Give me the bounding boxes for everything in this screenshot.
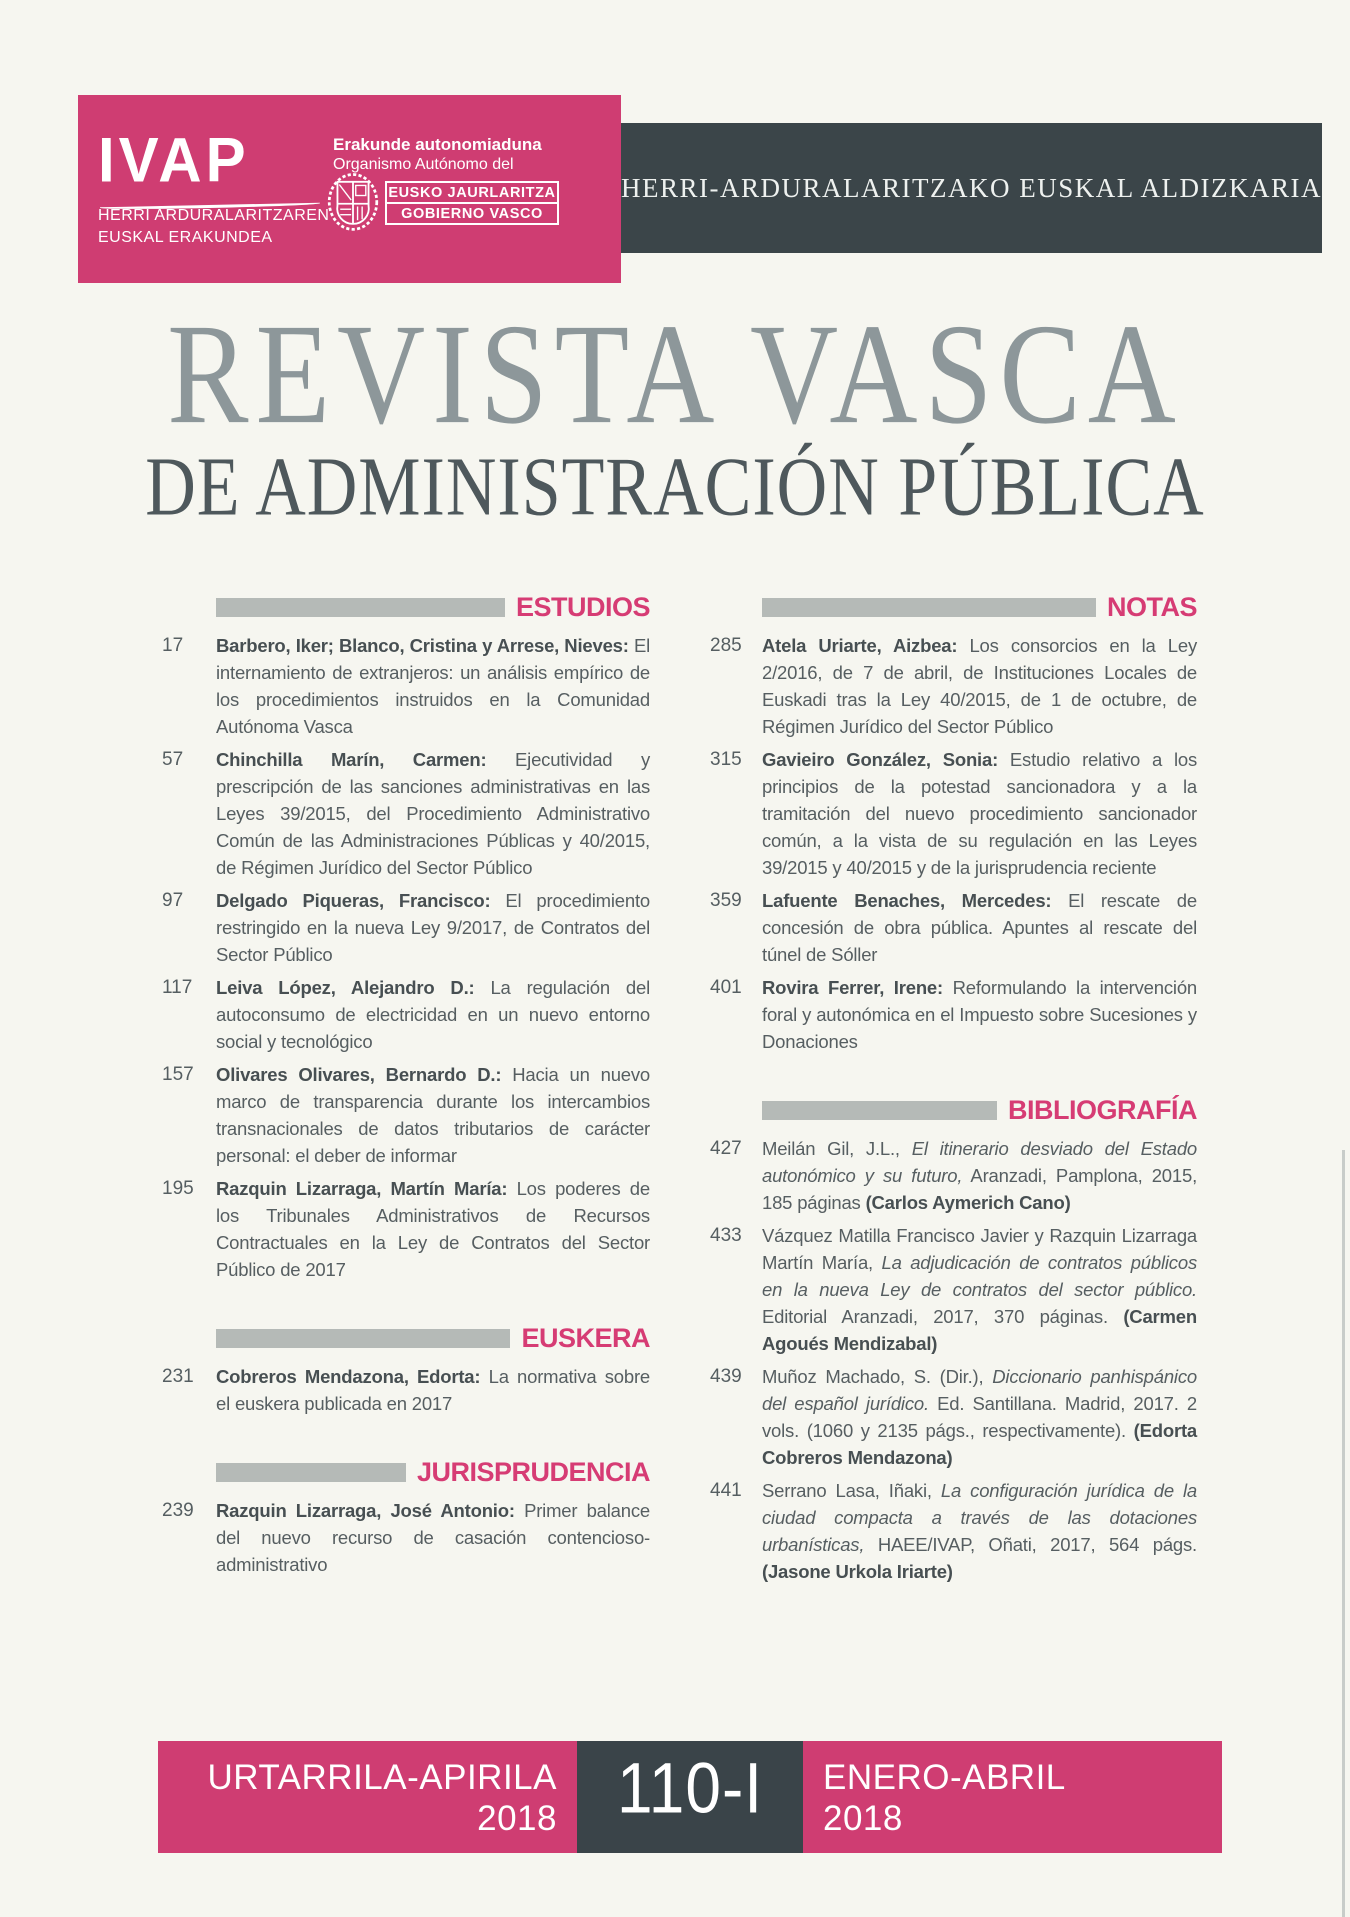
- toc-right-column: [710, 594, 1197, 1591]
- entry-text-segment: Ejecutividad y prescripción de las sanciones administrativas en las Leyes 39/2015, del Procedimiento Administrativo Común de las Administraciones Públicas y 40/2015, de Régimen Jurídico del Sector Público: [216, 749, 650, 878]
- entry-text: [762, 632, 1197, 740]
- entry-text-segment: Razquin Lizarraga, José Antonio:: [216, 1500, 525, 1521]
- section-label: BIBLIOGRAFÍA: [1008, 1095, 1197, 1125]
- entry-text-segment: El rescate de concesión de obra pública. Apuntes al rescate del túnel de Sóller: [762, 890, 1197, 965]
- entry-text-segment: Editorial Aranzadi, 2017, 370 páginas.: [762, 1306, 1124, 1327]
- toc-entry: [710, 887, 1197, 968]
- section-header-bar: [216, 1463, 406, 1482]
- section-header-bar: [216, 1329, 510, 1348]
- gov-name-boxes: [385, 181, 559, 225]
- toc-section: [710, 1097, 1197, 1585]
- entry-page-number: 97: [162, 890, 184, 911]
- issue-footer-band: [158, 1741, 1222, 1853]
- section-label: JURISPRUDENCIA: [416, 1457, 650, 1487]
- gov-box-eusko-jaurlaritza: EUSKO JAURLARITZA: [385, 181, 559, 204]
- gov-box-gobierno-vasco: GOBIERNO VASCO: [385, 202, 559, 225]
- toc-entry: [162, 1175, 650, 1283]
- toc-section: [162, 594, 650, 1283]
- journal-banner-text: HERRI-ARDURALARITZAKO EUSKAL ALDIZKARIA: [621, 172, 1322, 203]
- section-header: [216, 594, 650, 621]
- entry-page-number: 57: [162, 749, 184, 770]
- entry-page-number: 441: [710, 1480, 742, 1501]
- entry-text-segment: Delgado Piqueras, Francisco:: [216, 890, 506, 911]
- basque-coat-of-arms-icon: [325, 169, 381, 233]
- toc-entry: [710, 1222, 1197, 1357]
- entry-text-segment: Serrano Lasa, Iñaki,: [762, 1480, 941, 1501]
- footer-spanish-date: [803, 1741, 1222, 1853]
- entry-text: [762, 1363, 1197, 1471]
- entry-text-segment: Lafuente Benaches, Mercedes:: [762, 890, 1069, 911]
- entry-text-segment: Diccionario panhispánico del español jurídico.: [762, 1366, 1197, 1414]
- ivap-subtitle-line2: EUSKAL ERAKUNDEA: [98, 228, 273, 246]
- ivap-logo-text: IVAP: [98, 124, 250, 196]
- issue-number: 110-I: [616, 1747, 764, 1829]
- toc-left-column: [162, 594, 650, 1584]
- entry-text-segment: Gavieiro González, Sonia:: [762, 749, 1010, 770]
- toc-entry: [162, 1363, 650, 1417]
- entry-text: [216, 632, 650, 740]
- section-label: EUSKERA: [521, 1323, 650, 1353]
- entry-text-segment: La regulación del autoconsumo de electricidad en un nuevo entorno social y tecnológico: [216, 977, 650, 1052]
- entry-text-segment: Hacia un nuevo marco de transparencia durante los intercambios transnacionales de datos tributarios de carácter personal: el deber de informar: [216, 1064, 651, 1166]
- entry-page-number: 285: [710, 635, 742, 656]
- entry-text-segment: Aranzadi, Pamplona, 2015, 185 páginas: [762, 1165, 1198, 1213]
- section-label: ESTUDIOS: [515, 592, 650, 622]
- toc-section: [162, 1325, 650, 1417]
- footer-basque-date-line2: 2018: [477, 1799, 557, 1839]
- entry-page-number: 401: [710, 977, 742, 998]
- entry-text-segment: Meilán Gil, J.L.,: [762, 1138, 912, 1159]
- entry-page-number: 315: [710, 749, 742, 770]
- entry-text: [762, 974, 1197, 1055]
- gov-tagline-eu: Erakunde autonomiaduna: [333, 135, 542, 154]
- footer-spanish-date-line2: 2018: [823, 1799, 903, 1839]
- entry-text-segment: Cobreros Mendazona, Edorta:: [216, 1366, 489, 1387]
- entry-text: [216, 1061, 650, 1169]
- toc-entry: [162, 1497, 650, 1578]
- toc-entry: [162, 632, 650, 740]
- entry-page-number: 195: [162, 1178, 194, 1199]
- entry-text-segment: Primer balance del nuevo recurso de casación contencioso-administrativo: [216, 1500, 650, 1575]
- entry-text-segment: Olivares Olivares, Bernardo D.:: [216, 1064, 513, 1085]
- journal-banner: [621, 123, 1322, 253]
- entry-page-number: 239: [162, 1500, 194, 1521]
- entry-text-segment: (Jasone Urkola Iriarte): [762, 1561, 953, 1582]
- section-header: [216, 1459, 650, 1486]
- entry-text: [762, 1477, 1197, 1585]
- toc-entry: [162, 1061, 650, 1169]
- gov-tagline-es: Organismo Autónomo del: [333, 155, 514, 173]
- toc-entry: [162, 746, 650, 881]
- section-header-bar: [762, 598, 1096, 617]
- entry-text: [216, 1497, 650, 1578]
- entry-text-segment: Reformulando la intervención foral y autonómica en el Impuesto sobre Sucesiones y Donaciones: [762, 977, 1197, 1052]
- entry-text: [216, 1363, 650, 1417]
- entry-text: [762, 1135, 1197, 1216]
- section-header: [762, 594, 1197, 621]
- toc-entry: [710, 632, 1197, 740]
- entry-page-number: 427: [710, 1138, 742, 1159]
- entry-text: [216, 746, 650, 881]
- issue-number-box: [577, 1741, 803, 1853]
- entry-text-segment: La adjudicación de contratos públicos en la nueva Ley de contratos del sector público.: [762, 1252, 1197, 1300]
- entry-page-number: 231: [162, 1366, 194, 1387]
- toc-section: [710, 594, 1197, 1055]
- entry-page-number: 359: [710, 890, 742, 911]
- footer-basque-date: [158, 1741, 577, 1853]
- scan-page-edge-shadow: [1342, 1150, 1345, 1917]
- toc-section: [162, 1459, 650, 1578]
- entry-page-number: 439: [710, 1366, 742, 1387]
- entry-page-number: 433: [710, 1225, 742, 1246]
- toc-entry: [710, 1363, 1197, 1471]
- entry-text-segment: Muñoz Machado, S. (Dir.),: [762, 1366, 993, 1387]
- journal-title-line2: DE ADMINISTRACIÓN PÚBLICA: [145, 441, 1205, 534]
- entry-text-segment: La normativa sobre el euskera publicada en 2017: [216, 1366, 650, 1414]
- entry-text-segment: La configuración jurídica de la ciudad compacta a través de las dotaciones urbanísticas,: [762, 1480, 1198, 1555]
- entry-text-segment: El itinerario desviado del Estado autonómico y su futuro,: [762, 1138, 1197, 1186]
- ivap-brand-band: [78, 95, 621, 283]
- entry-text-segment: Los consorcios en la Ley 2/2016, de 7 de abril, de Instituciones Locales de Euskadi tras la Ley 40/2015, de 1 de octubre, de Régimen Jurídico del Sector Público: [762, 635, 1197, 737]
- entry-text-segment: Atela Uriarte, Aizbea:: [762, 635, 970, 656]
- entry-page-number: 117: [162, 977, 193, 998]
- entry-text: [762, 1222, 1197, 1357]
- entry-text-segment: Estudio relativo a los principios de la potestad sancionadora y a la tramitación del nuevo procedimiento sancionador común, a la vista de su regulación en las Leyes 39/2015 y 40/2015 y de la jurisprudencia reciente: [762, 749, 1197, 878]
- section-label: NOTAS: [1107, 592, 1197, 622]
- entry-text-segment: Ed. Santillana. Madrid, 2017. 2 vols. (1060 y 2135 págs., respectivamente).: [762, 1393, 1198, 1441]
- toc-entry: [710, 746, 1197, 881]
- toc-entry: [162, 974, 650, 1055]
- entry-text-segment: (Carmen Agoués Mendizabal): [762, 1306, 1197, 1354]
- entry-text: [762, 746, 1197, 881]
- entry-text-segment: Los poderes de los Tribunales Administrativos de Recursos Contractuales en la Ley de Contratos del Sector Público de 2017: [216, 1178, 650, 1280]
- entry-text-segment: El internamiento de extranjeros: un análisis empírico de los procedimientos instruidos en la Comunidad Autónoma Vasca: [216, 635, 650, 737]
- entry-text-segment: El procedimiento restringido en la nueva Ley 9/2017, de Contratos del Sector Público: [216, 890, 651, 965]
- entry-text-segment: Barbero, Iker; Blanco, Cristina y Arrese, Nieves:: [216, 635, 634, 656]
- section-header-bar: [762, 1101, 997, 1120]
- toc-entry: [710, 1135, 1197, 1216]
- section-header: [216, 1325, 650, 1352]
- entry-text-segment: HAEE/IVAP, Oñati, 2017, 564 págs.: [864, 1534, 1197, 1555]
- entry-text-segment: Rovira Ferrer, Irene:: [762, 977, 953, 998]
- entry-text: [216, 887, 650, 968]
- footer-basque-date-line1: URTARRILA-APIRILA: [207, 1758, 557, 1797]
- entry-page-number: 17: [162, 635, 184, 656]
- section-header: [762, 1097, 1197, 1124]
- ivap-subtitle-line1: HERRI ARDURALARITZAREN: [98, 207, 330, 224]
- entry-text-segment: Leiva López, Alejandro D.:: [216, 977, 491, 998]
- basque-government-block: [78, 95, 621, 283]
- toc-entry: [162, 887, 650, 968]
- entry-text: [216, 1175, 650, 1283]
- entry-text-segment: Razquin Lizarraga, Martín María:: [216, 1178, 517, 1199]
- toc-entry: [710, 974, 1197, 1055]
- journal-title-line1: REVISTA VASCA: [167, 294, 1183, 455]
- section-header-bar: [216, 598, 505, 617]
- entry-text-segment: (Edorta Cobreros Mendazona): [762, 1420, 1197, 1468]
- entry-text-segment: Chinchilla Marín, Carmen:: [216, 749, 516, 770]
- entry-text-segment: Vázquez Matilla Francisco Javier y Razquin Lizarraga Martín María,: [762, 1225, 1197, 1273]
- entry-text: [762, 887, 1197, 968]
- entry-page-number: 157: [162, 1064, 194, 1085]
- entry-text: [216, 974, 650, 1055]
- toc-entry: [710, 1477, 1197, 1585]
- entry-text-segment: (Carlos Aymerich Cano): [865, 1192, 1071, 1213]
- footer-spanish-date-line1: ENERO-ABRIL: [823, 1758, 1066, 1797]
